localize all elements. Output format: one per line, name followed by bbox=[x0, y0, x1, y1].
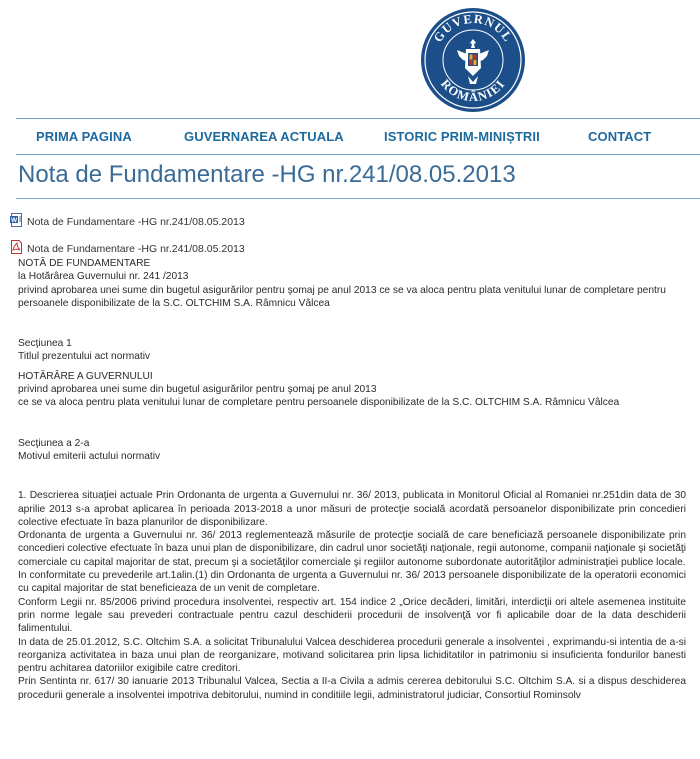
attachment-word-label[interactable]: Nota de Fundamentare -HG nr.241/08.05.2013 bbox=[27, 216, 245, 228]
doc-subheading: la Hotărârea Guvernului nr. 241 /2013 bbox=[18, 271, 189, 283]
main-navigation bbox=[16, 118, 700, 155]
body-paragraph: Conform Legii nr. 85/2006 privind procedura insolventei, respectiv art. 154 indice 2 „Orice decăderi, limitări, interdicţii ori altele asemenea instituite prin norme legale sau prevederi contractuale pentru cazul deschiderii procedurii de insolvenţă vor fi aplicabile doar de la data deschiderii falimentului. bbox=[18, 596, 686, 635]
section2-title: Motivul emiterii actului normativ bbox=[18, 450, 161, 462]
page-title: Nota de Fundamentare -HG nr.241/08.05.2013 bbox=[16, 161, 700, 199]
section1-line: privind aprobarea unei sume din bugetul asigurărilor pentru şomaj pe anul 2013 bbox=[18, 384, 377, 396]
body-paragraph: In data de 25.01.2012, S.C. Oltchim S.A. a solicitat Tribunalului Valcea deschiderea procedurii generale a insolventei , exprimandu-si intentia de a-si reorganiza activitatea in baza unui plan de reorganizare, motivand solicitarea prin lipsa lichiditatilor in patrimoniu si insuficienta fondurilor banesti pentru achitarea datoriilor exigibile catre creditori. bbox=[18, 636, 686, 675]
attachment-word-link[interactable] bbox=[10, 213, 245, 229]
nav-contact[interactable]: CONTACT bbox=[588, 129, 652, 144]
svg-text:W: W bbox=[11, 217, 18, 224]
word-document-icon bbox=[10, 213, 23, 227]
document-body bbox=[18, 257, 686, 702]
section1-line: HOTĂRÂRE A GUVERNULUI bbox=[18, 370, 153, 382]
pdf-document-icon bbox=[10, 240, 23, 254]
body-paragraph: In conformitate cu prevederile art.1alin.(1) din Ordonanta de urgenta a Guvernului nr. 36/ 2013 persoanele disponibilizate de la operatorii economici cu capital majoritar de stat beneficieaza de un venit de completare. bbox=[18, 570, 686, 595]
nav-istoric-prim-ministrii[interactable]: ISTORIC PRIM-MINIȘTRII bbox=[384, 129, 540, 144]
body-paragraph: Prin Sentinta nr. 617/ 30 ianuarie 2013 Tribunalul Valcea, Sectia a II-a Civila a admis cererea debitorului S.C. Oltchim S.A. si a dispus deschiderea procedurii generale a insolventei impotriva debitorului, numind in conditiile legii, administratorul judiciar, Consortiul Rominsolv bbox=[18, 676, 686, 701]
section1-line: ce se va aloca pentru plata venitului lunar de completare pentru persoanele disponibilizate de la S.C. OLTCHIM S.A. Râmnicu Vâlcea bbox=[18, 397, 620, 409]
svg-text:GUVERNUL: GUVERNUL bbox=[430, 11, 516, 45]
section1-title: Titlul prezentului act normativ bbox=[18, 351, 151, 363]
svg-text:ROMÂNIEI: ROMÂNIEI bbox=[438, 76, 508, 105]
section2-label: Secţiunea a 2-a bbox=[18, 437, 90, 449]
section1-label: Secţiunea 1 bbox=[18, 338, 72, 350]
body-paragraph: 1. Descrierea situaţiei actuale Prin Ordonanta de urgenta a Guvernului nr. 36/ 2013, publicata in Monitorul Oficial al Romaniei nr.251din data de 30 aprilie 2013 s-a aprobat aplicarea în perioada 2013-2018 a unor măsuri de protecţie socială acordată persoanelor disponibilizate prin concedieri colective efectuate în baza planurilor de disponibilizare. bbox=[18, 490, 686, 528]
nav-prima-pagina[interactable]: PRIMA PAGINA bbox=[36, 129, 132, 144]
nav-guvernarea-actuala[interactable]: GUVERNAREA ACTUALA bbox=[184, 129, 344, 144]
site-header bbox=[0, 0, 700, 118]
doc-heading: NOTĂ DE FUNDAMENTARE bbox=[18, 258, 151, 269]
body-paragraph: Ordonanta de urgenta a Guvernului nr. 36/ 2013 reglementează măsurile de protecţie socială de care beneficiază persoanele disponibilizate prin concedieri colective efectuate în baza unui plan de disponibilizare, din cadrul unor societăţi naţionale, regii autonome, companii naţionale şi societăţi comerciale cu capital majoritar de stat, precum şi a societăţilor comerciale şi regiilor autonome subordonate autorităţilor administraţiei publice locale. bbox=[18, 530, 686, 568]
attachment-pdf-label[interactable]: Nota de Fundamentare -HG nr.241/08.05.2013 bbox=[27, 243, 245, 255]
government-seal-logo[interactable] bbox=[419, 6, 527, 114]
attachment-pdf-link[interactable] bbox=[10, 240, 245, 256]
doc-summary: privind aprobarea unei sume din bugetul asigurărilor pentru şomaj pe anul 2013 ce se va aloca pentru plata venitului lunar de completare pentru persoanele disponibilizate de la S.C. OLTCHIM S.A. Râmnicu Vâlcea bbox=[18, 284, 666, 309]
